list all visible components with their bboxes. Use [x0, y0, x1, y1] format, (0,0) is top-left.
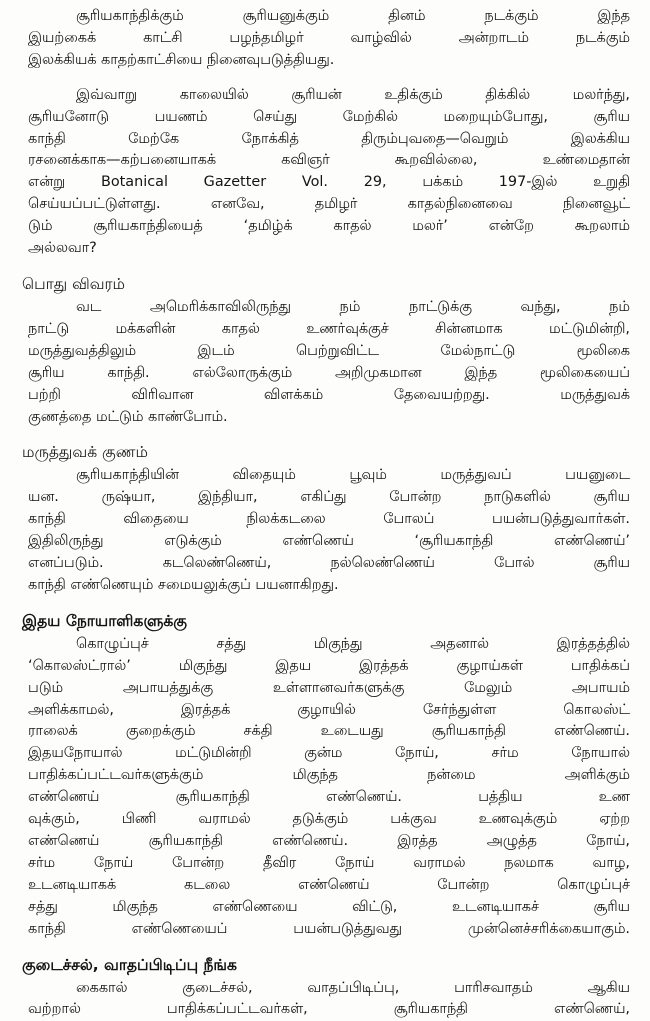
paragraph-heart-patients	[28, 634, 630, 941]
paragraph-botanical-evidence	[28, 85, 630, 260]
text-line: உடனடியாகக் கடலை எண்ணெய் போன்ற கொழுப்புச்	[28, 876, 630, 893]
text-line: நாட்டு மக்களின் காதல் உணர்வுக்குச் சின்னமாக மட்டுமின்றி,	[28, 320, 630, 337]
text-line: வற்றால் பாதிக்கப்பட்டவர்கள், சூரியகாந்தி எண்ணெய்,	[28, 1001, 630, 1018]
text-line: யன. ருஷ்யா, இந்தியா, எகிப்து போன்ற நாடுகளில் சூரிய	[28, 489, 630, 506]
text-line: சூரிய காந்தி. எல்லோருக்கும் அறிமுகமான இந்த மூலிகையைப்	[28, 364, 630, 381]
text-line: காந்தி மேற்கே நோக்கித் திரும்புவதை—வெறும் இலக்கிய	[28, 130, 630, 147]
text-line: அளிக்காமல், இரத்தக் குழாயில் சேர்ந்துள்ள கொலஸ்ட்	[28, 701, 630, 718]
text-line: படும் அபாயத்துக்கு உள்ளானவர்களுக்கு மேலும் அபாயம்	[28, 679, 630, 696]
section-heading-heart-patients: இதய நோயாளிகளுக்கு	[22, 611, 187, 630]
text-line: எண்ணெய் சூரியகாந்தி எண்ணெய். பத்திய உண	[28, 789, 630, 806]
section-heading-medicinal: மருத்துவக் குணம்	[22, 443, 148, 462]
text-line: இதிலிருந்து எடுக்கும் எண்ணெய் ‘சூரியகாந்தி எண்ணெய்’	[28, 533, 630, 550]
text-line: ‘கொலஸ்ட்ரால்’ மிகுந்து இதய இரத்தக் குழாய்கள் பாதிக்கப்	[28, 657, 630, 674]
text-line: எனப்படும். கடலெண்ணெய், நல்லெண்ணெய் போல் சூரிய	[28, 555, 630, 572]
text-line: சூரியனோடு பயணம் செய்து மேற்கில் மறையும்போது, சூரிய	[28, 108, 630, 125]
text-line: பாதிக்கப்பட்டவர்களுக்கும் மிகுந்த நன்மை அளிக்கும்	[28, 767, 630, 784]
text-line: செய்யப்பட்டுள்ளது. எனவே, தமிழர் காதல்நினைவை நினைவூட்	[28, 196, 630, 213]
paragraph-joint-pain	[28, 978, 630, 1021]
text-line: வட அமெரிக்காவிலிருந்து நம் நாட்டுக்கு வந்து, நம்	[76, 298, 630, 315]
text-line: கைகால் குடைச்சல், வாதப்பிடிப்பு, பாரிசவாதம் ஆகிய	[76, 979, 630, 996]
text-line: சூரியகாந்தியின் விதையும் பூவும் மருத்துவப் பயனுடை	[76, 467, 630, 484]
text-line: வுக்கும், பிணி வராமல் தடுக்கும் பக்குவ உணவுக்கும் ஏற்ற	[28, 811, 630, 828]
text-line: சூரியகாந்திக்கும் சூரியனுக்கும் தினம் நடக்கும் இந்த	[76, 8, 630, 24]
text-line: குணத்தை மட்டும் காண்போம்.	[28, 408, 228, 425]
text-line: சத்து மிகுந்த எண்ணெயை விட்டு, உடனடியாகச் சூரிய	[28, 898, 630, 915]
paragraph-love-analogy	[28, 6, 630, 72]
text-line: இதயநோயால் மட்டுமின்றி குன்ம நோய், சர்ம நோயால்	[28, 745, 630, 762]
paragraph-medicinal	[28, 465, 630, 596]
text-line: எண்ணெய் சூரியகாந்தி எண்ணெய். இரத்த அழுத்த நோய்,	[28, 833, 630, 849]
text-line: அல்லவா?	[28, 240, 97, 257]
text-line: பற்றி விரிவான விளக்கம் தேவையற்றது. மருத்துவக்	[28, 386, 630, 403]
text-line: டும் சூரியகாந்தியைத் ‘தமிழ்க் காதல் மலர்’ என்றே கூறலாம்	[28, 218, 630, 235]
text-line: கொழுப்புச் சத்து மிகுந்து அதனால் இரத்தத்தில்	[76, 635, 630, 652]
text-line: மருத்துவத்திலும் இடம் பெற்றுவிட்ட மேல்நாட்டு மூலிகை	[28, 342, 630, 359]
text-line: இயற்கைக் காட்சி பழந்தமிழர் வாழ்வில் அன்றாடம் நடக்கும்	[28, 29, 630, 46]
text-line: ரசனைக்காக—கற்பனையாகக் கவிஞர் கூறவில்லை, உண்மைதான்	[28, 152, 630, 169]
text-line: இவ்வாறு காலையில் சூரியன் உதிக்கும் திக்கில் மலர்ந்து,	[76, 86, 630, 103]
section-heading-general: பொது விவரம்	[22, 274, 126, 293]
text-line: இலக்கியக் காதற்காட்சியை நினைவுபடுத்தியது.	[28, 51, 335, 68]
section-heading-joint-pain: குடைச்சல், வாதப்பிடிப்பு நீங்க	[22, 955, 237, 974]
text-line: ராலைக் குறைக்கும் சக்தி உடையது சூரியகாந்தி எண்ணெய்.	[28, 723, 630, 740]
text-line: காந்தி எண்ணெயும் சமையலுக்குப் பயனாகிறது.	[28, 576, 339, 593]
text-line: காந்தி விதையை நிலக்கடலை போலப் பயன்படுத்துவார்கள்.	[28, 511, 630, 528]
text-line: காந்தி எண்ணெயைப் பயன்படுத்துவது முன்னெச்சரிக்கையாகும்.	[28, 920, 630, 937]
text-line: என்று Botanical Gazetter Vol. 29, பக்கம் 197-இல் உறுதி	[28, 174, 630, 191]
text-line: சர்ம நோய் போன்ற தீவிர நோய் வராமல் நலமாக வாழ,	[28, 854, 630, 871]
paragraph-general-info	[28, 297, 630, 428]
